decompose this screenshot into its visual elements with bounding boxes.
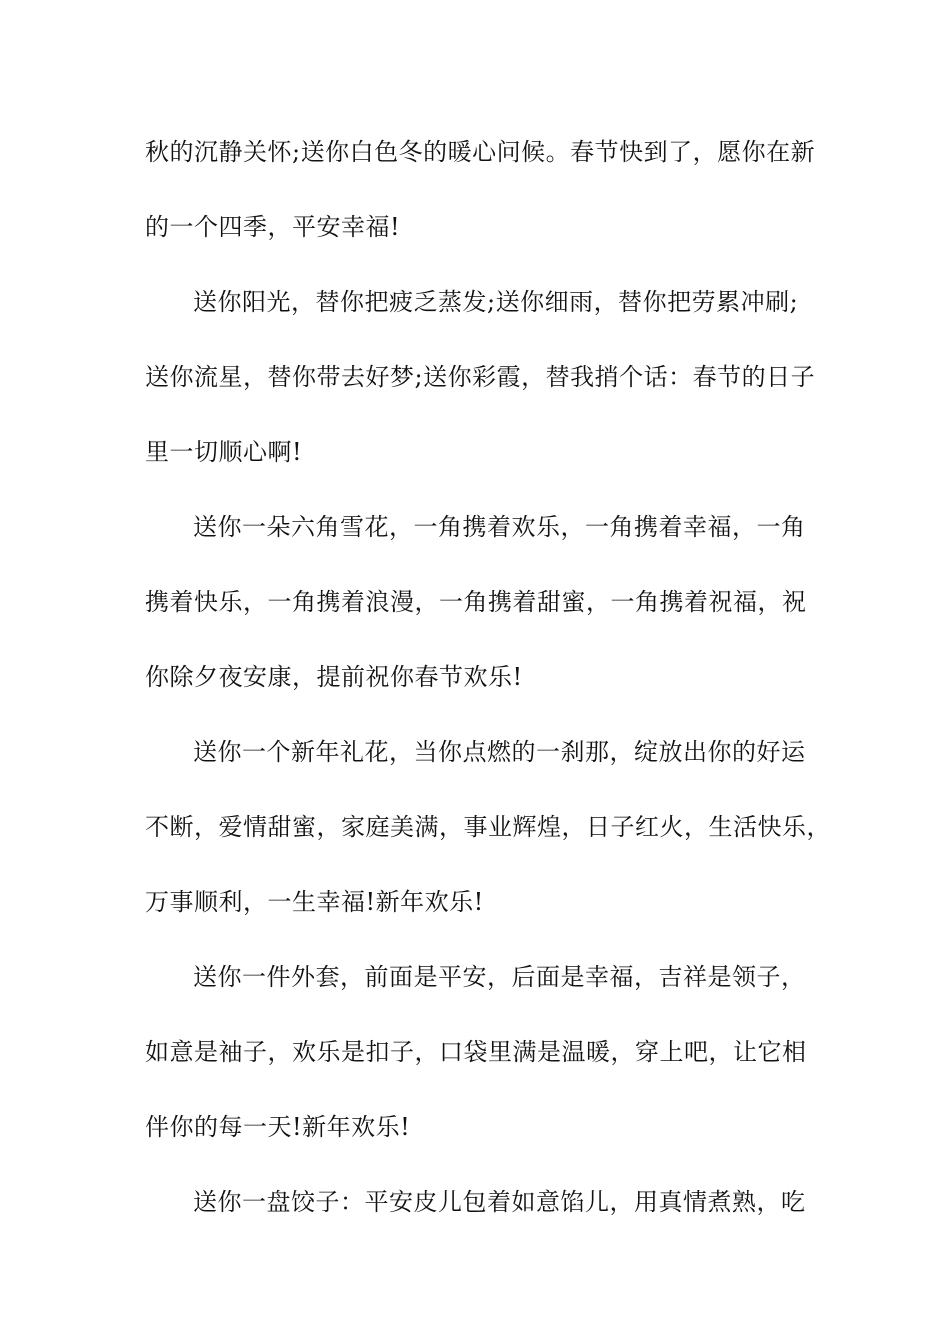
text-line: 里一切顺心啊! xyxy=(145,438,303,466)
paragraph-first-line: 送你一盘饺子：平安皮儿包着如意馅儿，用真情煮熟，吃 xyxy=(193,1188,806,1216)
paragraph-first-line: 送你一个新年礼花，当你点燃的一刹那，绽放出你的好运 xyxy=(193,738,806,766)
text-line: 秋的沉静关怀;送你白色冬的暖心问候。春节快到了，愿你在新 xyxy=(145,138,816,166)
text-line: 携着快乐，一角携着浪漫，一角携着甜蜜，一角携着祝福，祝 xyxy=(145,588,807,616)
text-line: 如意是袖子，欢乐是扣子，口袋里满是温暖，穿上吧，让它相 xyxy=(145,1038,807,1066)
text-line: 的一个四季，平安幸福! xyxy=(145,213,401,241)
text-line: 送你流星，替你带去好梦;送你彩霞，替我捎个话：春节的日子 xyxy=(145,363,816,391)
paragraph-first-line: 送你一件外套，前面是平安，后面是幸福，吉祥是领子， xyxy=(193,963,806,991)
paragraph-first-line: 送你一朵六角雪花，一角携着欢乐，一角携着幸福，一角 xyxy=(193,513,806,541)
text-line: 万事顺利，一生幸福!新年欢乐! xyxy=(145,888,484,916)
text-line: 伴你的每一天!新年欢乐! xyxy=(145,1113,411,1141)
text-line: 你除夕夜安康，提前祝你春节欢乐! xyxy=(145,663,523,691)
text-line: 不断，爱情甜蜜，家庭美满，事业辉煌，日子红火，生活快乐， xyxy=(145,813,831,841)
paragraph-first-line: 送你阳光，替你把疲乏蒸发;送你细雨，替你把劳累冲刷; xyxy=(193,288,799,316)
